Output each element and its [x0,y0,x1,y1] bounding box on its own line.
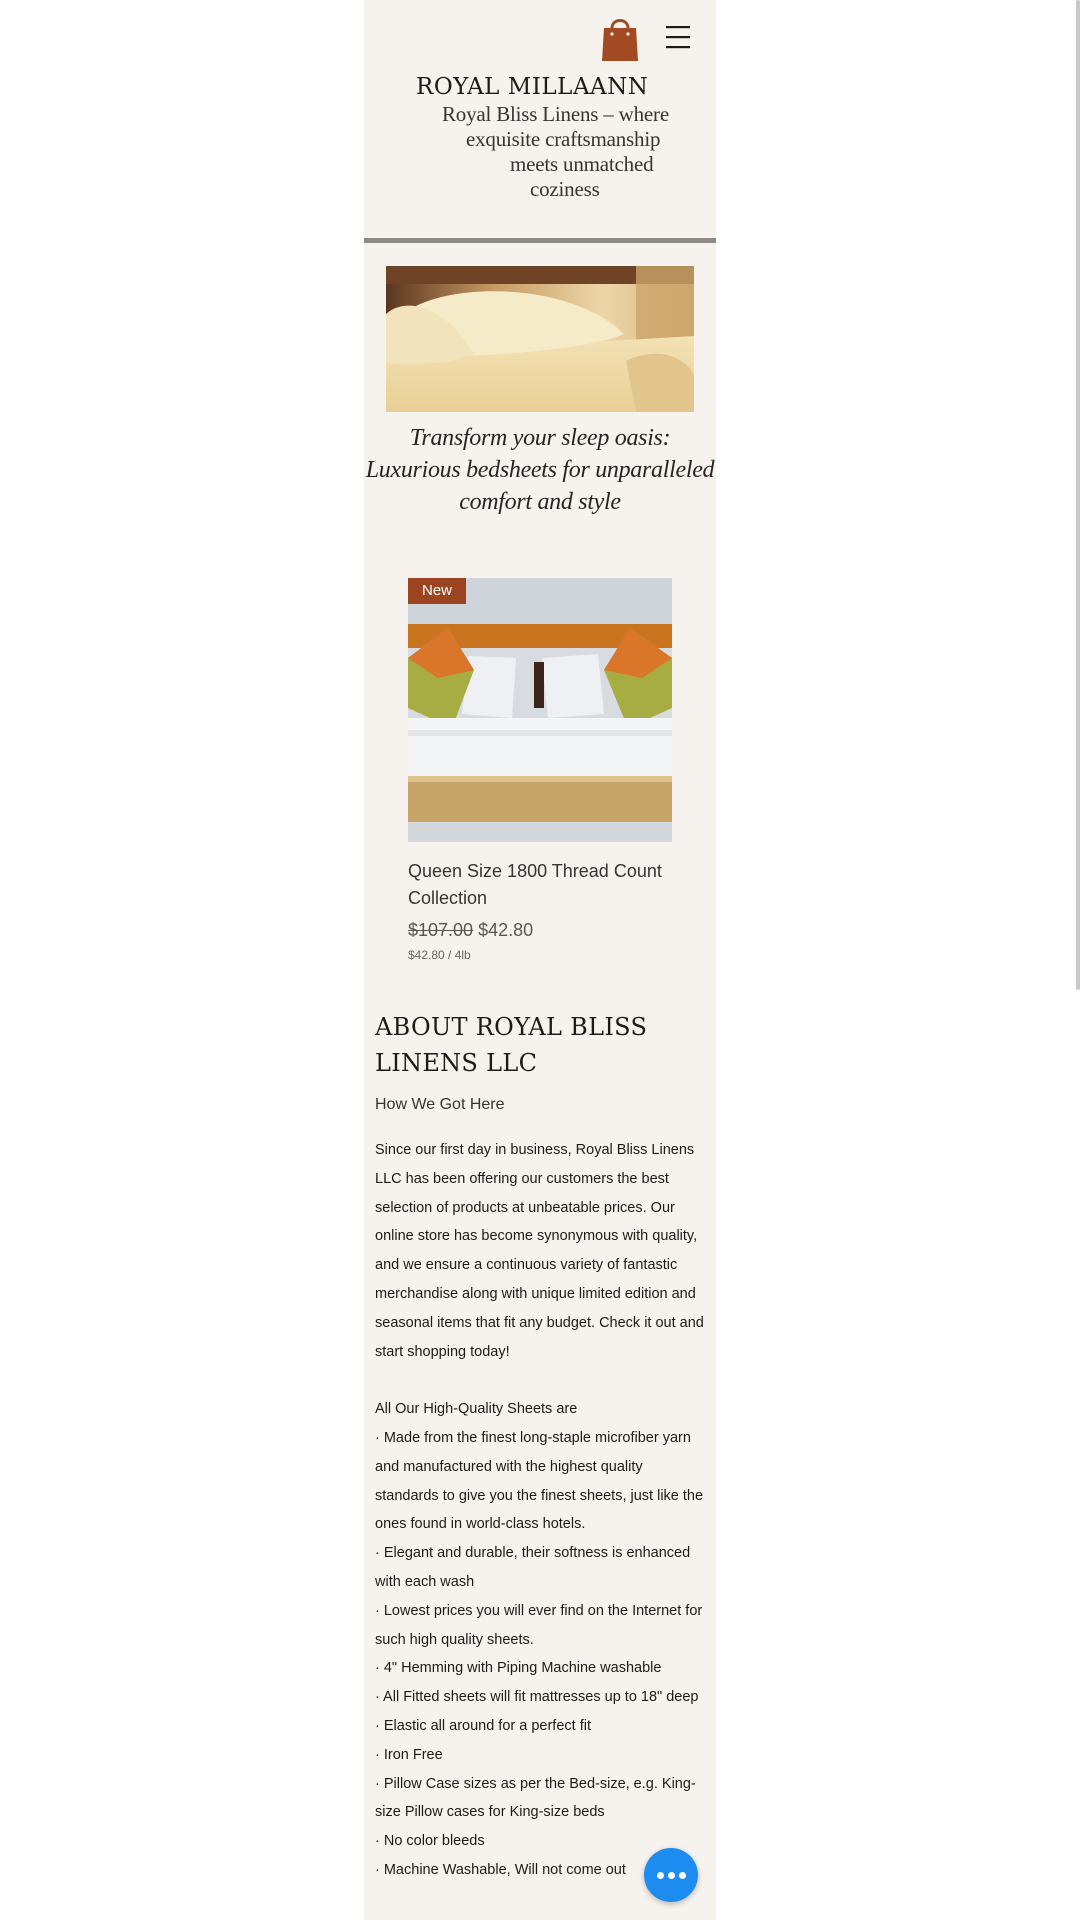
tagline-line: exquisite craftsmanship [466,127,661,151]
more-dots-icon [657,1872,686,1879]
site-brand-title[interactable]: ROYAL MILLAANN [416,74,649,100]
paragraph-spacer [375,1366,709,1395]
hero-headline-line: comfort and style [459,489,621,515]
hero-headline-line: Luxurious bedsheets for unparalleled [365,457,715,483]
about-heading [375,1009,705,1081]
sale-price: $42.80 [478,920,534,940]
product-name-line: Collection [408,888,488,908]
tagline-line: coziness [530,177,600,201]
about-heading-line: LINENS LLC [375,1049,538,1077]
site-tagline [364,102,716,202]
about-subheading: How We Got Here [375,1096,505,1113]
feature-item: · Machine Washable, Will not come out [375,1861,626,1878]
feature-item: · All Fitted sheets will fit mattresses up to 18" deep [375,1689,699,1706]
feature-item: · Made from the finest long-staple microfiber yarn and manufactured with the highest quality standards to give you the finest sheets, just like the ones found in world-class hotels. [375,1429,704,1533]
product-name[interactable] [408,858,672,912]
product-bed-illustration [408,578,672,842]
feature-item: · Pillow Case sizes as per the Bed-size, e.g. King-size Pillow cases for King-size beds [375,1775,696,1821]
feature-item: · Elastic all around for a perfect fit [375,1717,591,1734]
chat-button[interactable] [644,1848,698,1902]
feature-item: · Lowest prices you will ever find on the Internet for such high quality sheets. [375,1602,703,1648]
product-card[interactable] [408,578,672,962]
hamburger-menu-icon[interactable] [664,24,692,50]
feature-item: · 4" Hemming with Piping Machine washable [375,1660,662,1677]
feature-item: · Elegant and durable, their softness is enhanced with each wash [375,1545,691,1590]
about-heading-line: ABOUT ROYAL BLISS [375,1013,648,1041]
tagline-line: Royal Bliss Linens – where [442,102,669,126]
hero-headline-line: Transform your sleep oasis: [409,425,671,451]
new-badge: New [408,578,466,604]
shopping-bag-icon[interactable] [600,14,640,62]
product-image[interactable] [408,578,672,842]
about-body [375,1136,709,1885]
about-intro: Since our first day in business, Royal Bliss Linens LLC has been offering our customers the best selection of products at unbeatable prices. Our online store has become synonymous with quality, and we ensure a continuous variety of fantastic merchandise along with unique limited edition and seasonal items that fit any budget. Check it out and start shopping today! [375,1142,704,1360]
feature-item: · Iron Free [375,1746,443,1763]
unit-price: $42.80 / 4lb [408,948,471,962]
site-header [364,0,716,238]
hero-bedding-image [386,266,694,412]
site-page [364,0,716,1920]
hero-headline [364,422,716,518]
original-price: $107.00 [408,920,474,940]
tagline-line: meets unmatched [510,152,654,176]
page-scrollbar[interactable] [1076,0,1080,990]
product-name-line: Queen Size 1800 Thread Count [408,861,662,881]
list-heading: All Our High-Quality Sheets are [375,1401,578,1418]
header-divider [364,238,716,243]
feature-item: · No color bleeds [375,1833,485,1850]
price-row [408,918,672,942]
